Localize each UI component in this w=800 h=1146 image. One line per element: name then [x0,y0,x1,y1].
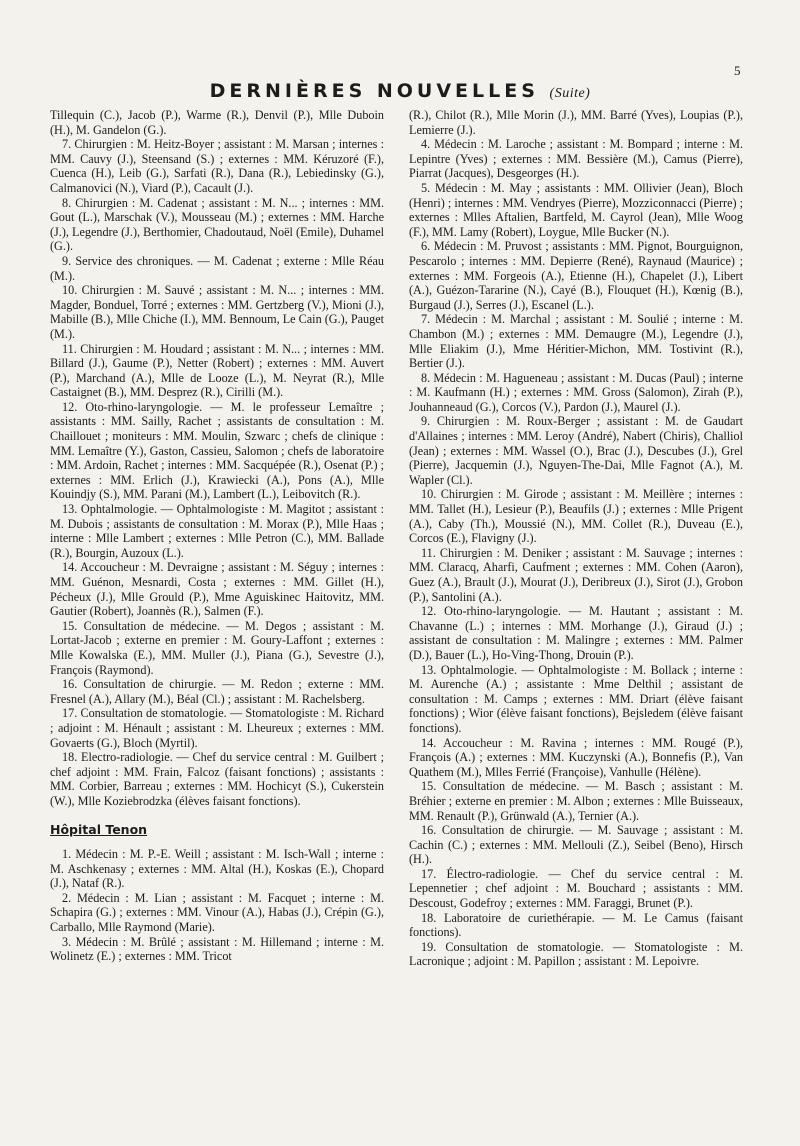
paragraph: 8. Médecin : M. Hagueneau ; assistant : M. Ducas (Paul) ; interne : M. Kaufmann (H.) ; externes : MM. Gross (Salomon), Zirah (P.), Jouhanneaud (G.), Corcos (V.), Pardon (J.), Maurel (J.). [409,370,743,414]
paragraph: (R.), Chilot (R.), Mlle Morin (J.), MM. Barré (Yves), Loupias (P.), Lemierre (J.). [409,108,743,137]
paragraph: 14. Accoucheur : M. Ravina ; internes : MM. Rougé (P.), François (A.) ; externes : MM. Kuczynski (A.), Bonnefis (P.), Van Quathem (M.), Mlles Ferrié (Françoise), Vanhulle (Hélène). [409,735,743,779]
page-heading [0,80,800,102]
paragraph: 18. Electro-radiologie. — Chef du service central : M. Guilbert ; chef adjoint : MM. Frain, Falcoz (faisant fonctions) ; assistants : MM. Corbier, Barreau ; externes : MM. Hochicyt (S.), Cukerstein (W.), Mlle Koziebrodzka (élèves faisant fonctions). [50,750,384,808]
paragraph: 11. Chirurgien : M. Houdard ; assistant : M. N... ; internes : MM. Billard (J.), Gaume (P.), Netter (Robert) ; externes : MM. Auvert (P.), Marchand (A.), Mlle de Looze (L.), M. Neyrat (R.), Mlle Castaignet (B.), MM. Desprez (R.), Cirilli (M.). [50,341,384,400]
paragraph: 15. Consultation de médecine. — M. Basch ; assistant : M. Bréhier ; externe en premier : M. Albon ; externes : Mlle Buisseaux, MM. Renault (P.), Grünwald (A.), Ternier (A.). [409,779,743,823]
paragraph: Tillequin (C.), Jacob (P.), Warme (R.), Denvil (P.), Mlle Duboin (H.), M. Gandelon (G.). [50,108,384,137]
right-column [409,108,743,969]
paragraph: 7. Chirurgien : M. Heitz-Boyer ; assistant : M. Marsan ; internes : MM. Cauvy (J.), Steensand (S.) ; externes : MM. Kéruzoré (F.), Cuenca (H.), Leib (G.), Sarfati (R.), Dana (R.), Lebiedinsky (G.), Calmanovici (N.), Viard (P.), Cacault (J.). [50,137,384,195]
paragraph: 10. Chirurgien : M. Girode ; assistant : M. Meillère ; internes : MM. Tallet (H.), Lesieur (P.), Beaufils (J.) ; externes : Mlle Prigent (A.), Caby (Th.), Moussié (N.), MM. Collet (R.), Duveau (E.), Corcos (E.), Flavigny (J.). [409,487,743,546]
heading-suite: (Suite) [549,86,591,101]
paragraph: 14. Accoucheur : M. Devraigne ; assistant : M. Séguy ; internes : MM. Guénon, Mesnardi, Costa ; externes : MM. Gillet (H.), Pécheux (J.), Mlle Grould (P.), Mme Aguiskinec Haitovitz, MM. Gautier (Robert), Joannès (R.), Salmen (F.). [50,560,384,619]
section-title-hopital-tenon: Hôpital Tenon [50,821,148,837]
paragraph: 7. Médecin : M. Marchal ; assistant : M. Soulié ; interne : M. Chambon (M.) ; externes : MM. Demaugre (M.), Legendre (J.), Mlle Eliakim (J.), Mme Héritier-Michon, MM. Tostivint (R.), Bertier (J.). [409,312,743,371]
left-column [50,108,384,964]
paragraph: 12. Oto-rhino-laryngologie. — M. le professeur Lemaître ; assistants : MM. Sailly, Rachet ; assistants de consultation : M. Chaillouet ; moniteurs : MM. Moulin, Szwarc ; chefs de clinique : MM. Lemaître (Y.), Gaston, Cassieu, Salomon ; chefs de laboratoire : MM. Ardoin, Rachet ; internes : MM. Sacquépée (R.), Osenat (P.) ; externes : MM. Erlich (J.), Krawiecki (A.), Pons (A.), Mlle Kouindjy (S.), MM. Parani (M.), Lambert (L.), Leibovitch (R.). [50,399,384,502]
paragraph: 3. Médecin : M. Brûlé ; assistant : M. Hillemand ; interne : M. Wolinetz (E.) ; externes : MM. Tricot [50,934,384,964]
heading-title: DERNIÈRES NOUVELLES [209,80,539,102]
paragraph: 1. Médecin : M. P.-E. Weill ; assistant : M. Isch-Wall ; interne : M. Aschkenasy ; externes : MM. Altal (H.), Koskas (E.), Chopard (J.), Nataf (R.). [50,847,384,891]
paragraph: 9. Service des chroniques. — M. Cadenat ; externe : Mlle Réau (M.). [50,253,384,283]
paragraph: 2. Médecin : M. Lian ; assistant : M. Facquet ; interne : M. Schapira (G.) ; externes : MM. Vinour (A.), Habas (J.), Crépin (G.), Carballo, Mlle Raymond (Marie). [50,890,384,935]
paragraph: 8. Chirurgien : M. Cadenat ; assistant : M. N... ; internes : MM. Gout (L.), Marschak (V.), Mousseau (M.) ; externes : MM. Harche (J.), Legendre (J.), Berthomier, Chadoutaud, Noël (Emile), Duhamel (G.). [50,195,384,254]
paragraph: 6. Médecin : M. Pruvost ; assistants : MM. Pignot, Bourguignon, Pescarolo ; internes : MM. Depierre (René), Raynaud (Maurice) ; externes : MM. Forgeois (A.), Etienne (H.), Chapelet (J.), Libert (A.), Guézon-Tararine (N.), Cayé (B.), Flouquet (H.), Kœnig (B.), Burgaud (J.), Serres (J.), Escanel (L.). [409,239,743,312]
paragraph: 18. Laboratoire de curiethérapie. — M. Le Camus (faisant fonctions). [409,910,743,940]
paragraph: 17. Consultation de stomatologie. — Stomatologiste : M. Richard ; adjoint : M. Hénault ; assistant : M. Lheureux ; externes : MM. Govaerts (G.), Bloch (Myrtil). [50,706,384,750]
paragraph: 4. Médecin : M. Laroche ; assistant : M. Bompard ; interne : M. Lepintre (Yves) ; externes : MM. Bessière (M.), Camus (Pierre), Piarrat (Jacques), Desgeorges (H.). [409,137,743,181]
paragraph: 13. Ophtalmologie. — Ophtalmologiste : M. Magitot ; assistant : M. Dubois ; assistants de consultation : M. Morax (P.), Mlle Haas ; interne : Mlle Lambert ; externes : Mlle Petron (C.), MM. Ballade (R.), Bourgin, Auzoux (L.). [50,502,384,560]
paragraph: 10. Chirurgien : M. Sauvé ; assistant : M. N... ; internes : MM. Magder, Bonduel, Torré ; externes : MM. Gertzberg (V.), Mioni (J.), Mabille (B.), Mlle Chiche (I.), MM. Bennoum, Le Cain (G.), Pauget (M.). [50,283,384,341]
paragraph: 11. Chirurgien : M. Deniker ; assistant : M. Sauvage ; internes : MM. Claracq, Aharfi, Caufment ; externes : MM. Cohen (Aaron), Guez (A.), Brault (J.), Mourat (J.), Deribreux (J.), Sirot (J.), Grobon (P.), Santolini (A.). [409,545,743,604]
paragraph: 16. Consultation de chirurgie. — M. Sauvage ; assistant : M. Cachin (C.) ; externes : MM. Mellouli (Z.), Seibel (Beno), Hirsch (H.). [409,823,743,867]
paragraph: 5. Médecin : M. May ; assistants : MM. Ollivier (Jean), Bloch (Henri) ; internes : MM. Vendryes (Pierre), Mozziconnacci (Pierre) ; externes : Mlles Aftalien, Bartfeld, M. Cayrol (Jean), Mlle Woog (F.), MM. Lamy (Robert), Loygue, Mlle Bucker (N.). [409,180,743,239]
paragraph: 19. Consultation de stomatologie. — Stomatologiste : M. Lacronique ; adjoint : M. Papillon ; assistant : M. Lepoivre. [409,939,743,969]
paragraph: 16. Consultation de chirurgie. — M. Redon ; externe : MM. Fresnel (A.), Allary (M.), Béal (Cl.) ; assistant : M. Rachelsberg. [50,677,384,706]
paragraph: 15. Consultation de médecine. — M. Degos ; assistant : M. Lortat-Jacob ; externe en premier : M. Goury-Laffont ; externes : Mlle Kowalska (E.), MM. Muller (J.), Piana (G.), Sevestre (J.), François (Raymond). [50,618,384,677]
page-number: 5 [734,63,741,78]
paragraph: 12. Oto-rhino-laryngologie. — M. Hautant ; assistant : M. Chavanne (L.) ; internes : MM. Morhange (J.), Giraud (J.) ; assistant de consultation : M. Malingre ; externes : MM. Palmer (D.), Bauer (L.), Ho-Ving-Thong, Drouin (P.). [409,604,743,662]
paragraph: 9. Chirurgien : M. Roux-Berger ; assistant : M. de Gaudart d'Allaines ; internes : MM. Leroy (André), Nabert (Chiris), Challiol (Jean) ; externes : MM. Wassel (O.), Brac (J.), Descubes (J.), Grel (Pierre), Jacquemin (J.), Nguyen-The-Dai, Mlle Fagnot (A.), M. Wapler (Cl.). [409,414,743,487]
paragraph: 17. Électro-radiologie. — Chef du service central : M. Lepennetier ; chef adjoint : M. Bouchard ; assistants : MM. Descoust, Godefroy ; externes : MM. Faraggi, Brunet (P.). [409,866,743,911]
paragraph: 13. Ophtalmologie. — Ophtalmologiste : M. Bollack ; interne : M. Aurenche (A.) ; assistante : Mme Delthil ; assistant de consultation : M. Camps ; externes : MM. Driart (élève faisant fonctions) ; Wior (élève faisant fonctions), Bejsledem (élève faisant fonctions). [409,662,743,735]
